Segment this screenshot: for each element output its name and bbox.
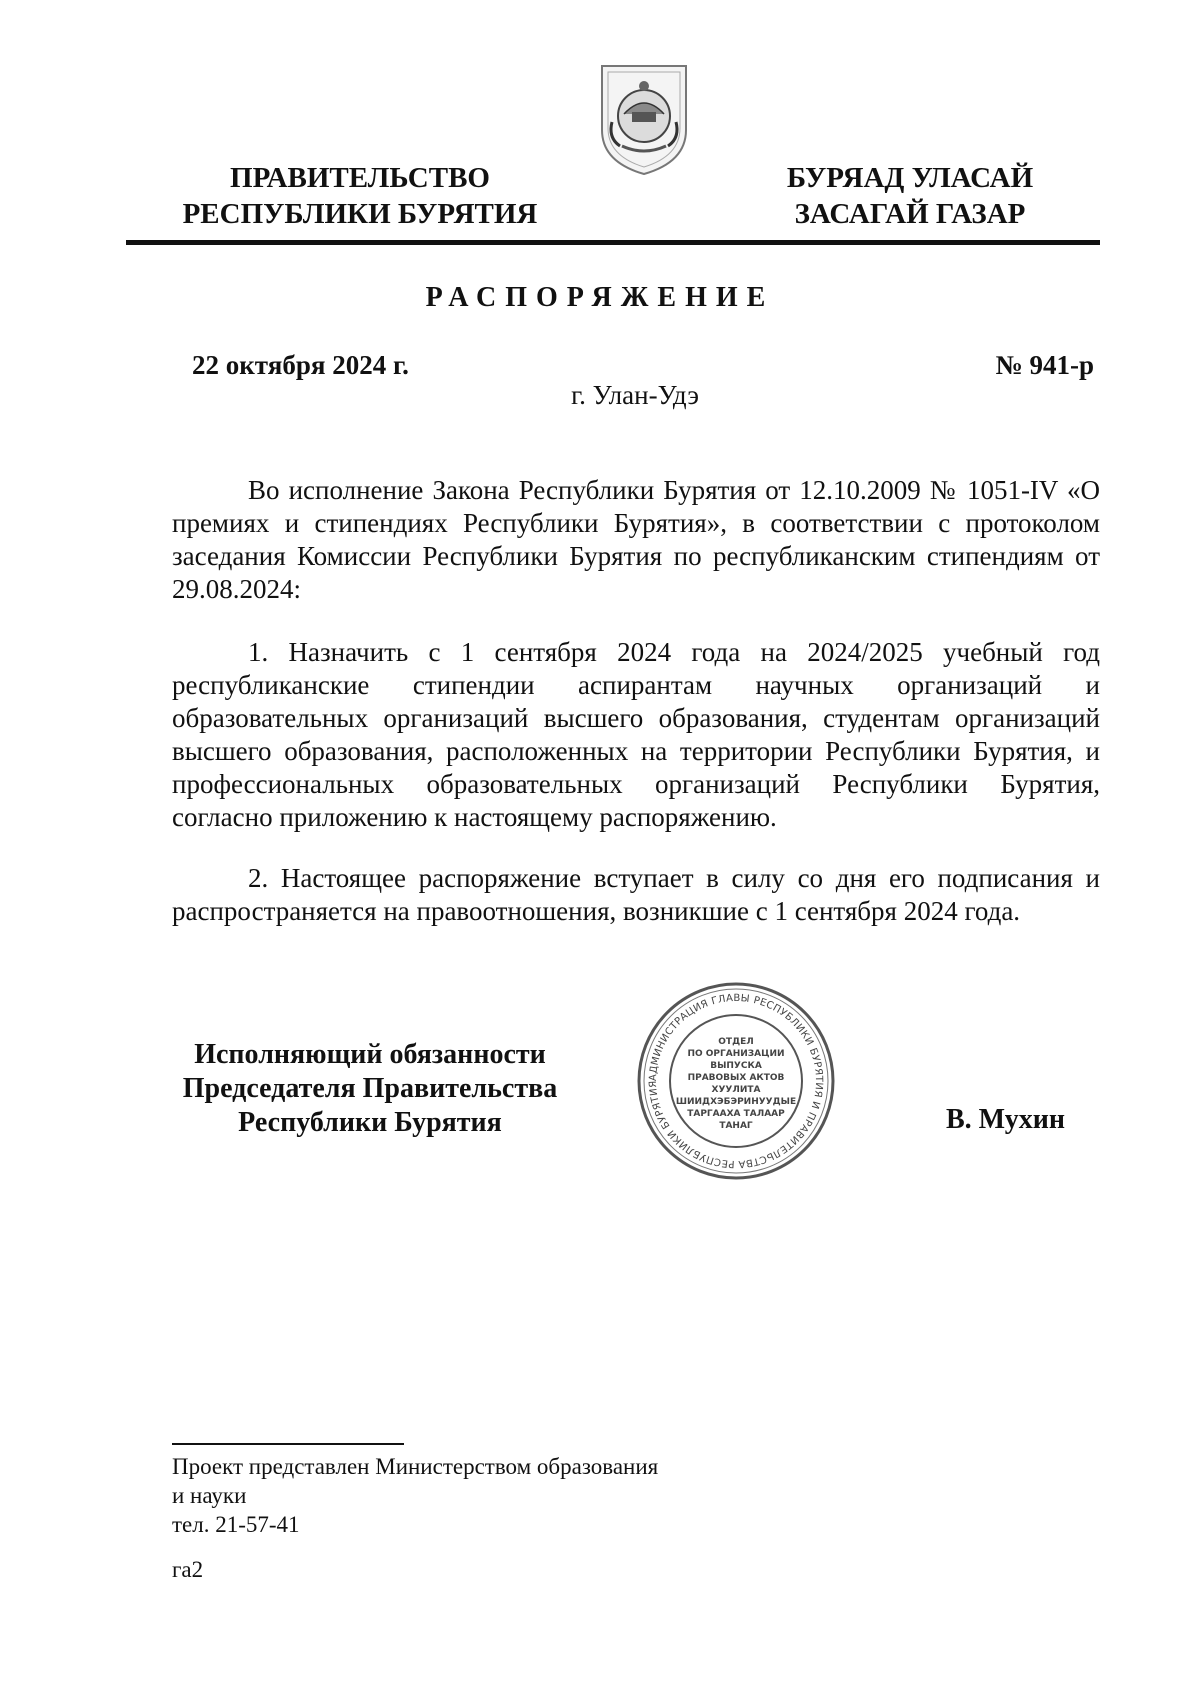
- footnote-divider: [172, 1443, 404, 1445]
- header-divider: [126, 240, 1100, 245]
- document-city: г. Улан-Удэ: [571, 380, 699, 410]
- footnote-line3: тел. 21-57-41: [172, 1512, 300, 1537]
- seal-line: ТАНАГ: [719, 1121, 753, 1131]
- seal-line: ПРАВОВЫХ АКТОВ: [687, 1073, 785, 1083]
- executor-code: га2: [172, 1557, 204, 1582]
- document-number: № 941-р: [995, 350, 1094, 380]
- footnote-line2: и науки: [172, 1483, 247, 1508]
- header-left: [170, 160, 550, 232]
- coat-of-arms-icon: [594, 58, 694, 178]
- seal-line: ПО ОРГАНИЗАЦИИ: [687, 1049, 785, 1059]
- paragraph-1: 1. Назначить с 1 сентября 2024 года на 2024/2025 учебный год республиканские стипендии аспирантам научных организаций и образовательных организаций высшего образования, студентам организаций высшего образования, расположенных на территории Республики Бурятия, и профессиональных образовательных организаций Республики Бурятия, согласно приложению к настоящему распоряжению.: [172, 637, 1100, 832]
- signatory-title-line3: Республики Бурятия: [238, 1107, 502, 1138]
- seal-line: ШИИДХЭБЭРИНУУДЫЕ: [675, 1097, 797, 1107]
- paragraph-preamble: Во исполнение Закона Республики Бурятия от 12.10.2009 № 1051-IV «О премиях и стипендиях Республики Бурятия», в соответствии с протоколом заседания Комиссии Республики Бурятия по республиканским стипендиям от 29.08.2024:: [172, 475, 1100, 604]
- official-seal: [636, 976, 836, 1186]
- header-left-line2: РЕСПУБЛИКИ БУРЯТИЯ: [182, 198, 538, 230]
- paragraph-2: 2. Настоящее распоряжение вступает в силу со дня его подписания и распространяется на правоотношения, возникшие с 1 сентября 2024 года.: [172, 863, 1100, 926]
- footnote: [172, 1452, 658, 1539]
- header-right-line1: БУРЯАД УЛАСАЙ: [786, 162, 1034, 194]
- signatory-title: [160, 1038, 580, 1140]
- seal-line: ТАРГААХА ТАЛААР: [687, 1109, 785, 1119]
- header-right-line2: ЗАСАГАЙ ГАЗАР: [794, 198, 1026, 230]
- signatory-title-line1: Исполняющий обязанности: [194, 1039, 546, 1070]
- seal-ring-text: АДМИНИСТРАЦИЯ ГЛАВЫ РЕСПУБЛИКИ БУРЯТИЯ И ПРАВИТЕЛЬСТВА РЕСПУБЛИКИ БУРЯТИЯ: [647, 992, 825, 1170]
- seal-line: ОТДЕЛ: [718, 1037, 754, 1047]
- header-left-line1: ПРАВИТЕЛЬСТВО: [230, 162, 490, 194]
- document-type: РАСПОРЯЖЕНИЕ: [425, 282, 775, 313]
- document-date: 22 октября 2024 г.: [192, 350, 409, 380]
- footnote-line1: Проект представлен Министерством образования: [172, 1454, 659, 1479]
- signatory-title-line2: Председателя Правительства: [182, 1073, 558, 1104]
- signatory-name: В. Мухин: [946, 1104, 1065, 1135]
- seal-line: ХУУЛИТА: [711, 1085, 761, 1095]
- seal-line: ВЫПУСКА: [710, 1061, 762, 1071]
- header-right: [780, 160, 1040, 232]
